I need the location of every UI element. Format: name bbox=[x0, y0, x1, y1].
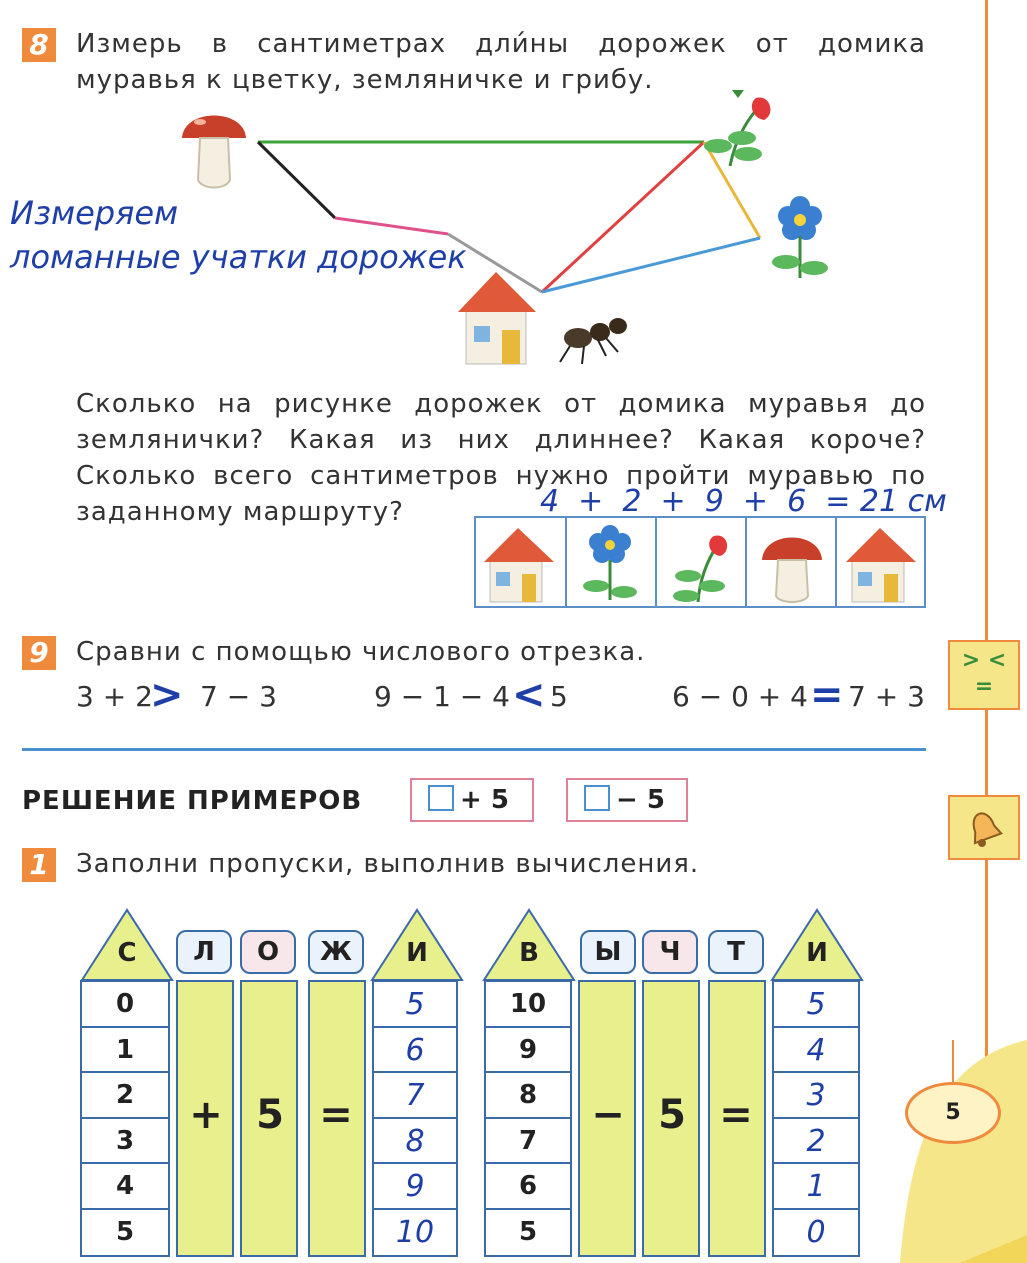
sub-answer-cell[interactable]: 0 bbox=[806, 1214, 826, 1250]
add-num: 5 bbox=[256, 1092, 284, 1138]
add-letter-3: О bbox=[240, 930, 296, 974]
sub-answer-cell[interactable]: 3 bbox=[774, 1073, 858, 1119]
paths-diagram bbox=[170, 86, 850, 376]
sub-letter-2: Ы bbox=[580, 930, 636, 974]
house-icon bbox=[458, 272, 536, 364]
route-strip-icons bbox=[474, 516, 926, 608]
compare-1-left: 3 + 2 bbox=[76, 680, 153, 713]
add-letter-1: С bbox=[117, 938, 137, 968]
strawberry-icon bbox=[673, 535, 727, 602]
task-8-question-1: Сколько на рисунке дорожек от домика муравья до bbox=[76, 389, 926, 419]
compare-1-sign[interactable]: > bbox=[150, 672, 184, 718]
add-op: + bbox=[189, 1092, 223, 1138]
blank-square-icon bbox=[428, 785, 454, 811]
sub-answer-cell[interactable]: 4 bbox=[774, 1028, 858, 1074]
page-number-string bbox=[952, 1040, 954, 1082]
add-answer-cell[interactable]: 9 bbox=[374, 1164, 456, 1210]
sub-letter-5: И bbox=[806, 938, 828, 968]
house-icon bbox=[846, 528, 916, 602]
ant-icon bbox=[560, 318, 627, 364]
route-sum-answer: 4 + 2 + 9 + 6 = 21 см bbox=[540, 484, 947, 519]
add-answer-cell[interactable]: 8 bbox=[374, 1119, 456, 1165]
compare-signs-icon: > < = bbox=[948, 640, 1020, 710]
add-left-cell: 0 bbox=[82, 982, 168, 1028]
mushroom-icon bbox=[762, 538, 822, 603]
flower-icon bbox=[772, 196, 828, 278]
add-answer-cell[interactable]: 10 bbox=[395, 1214, 435, 1250]
flower-icon bbox=[583, 525, 637, 600]
add-right-column bbox=[372, 980, 458, 1257]
sub-answer-cell[interactable]: 5 bbox=[774, 982, 858, 1028]
sub-left-cell: 5 bbox=[518, 1216, 538, 1247]
sub-letter-4: Т bbox=[708, 930, 764, 974]
sub-letter-1: В bbox=[519, 938, 539, 968]
sub-eq: = bbox=[719, 1092, 753, 1138]
task-8-question-4: заданному маршруту? bbox=[76, 497, 404, 527]
task-8-line2: муравья к цветку, земляничке и грибу. bbox=[76, 65, 654, 95]
tag-plus-5: + 5 bbox=[410, 778, 534, 822]
add-left-cell: 4 bbox=[82, 1164, 168, 1210]
sub-left-cell: 6 bbox=[486, 1164, 570, 1210]
compare-1-right: 7 − 3 bbox=[200, 680, 277, 713]
note-line1: Измеряем bbox=[10, 194, 179, 232]
add-answer-cell[interactable]: 5 bbox=[374, 982, 456, 1028]
add-left-cell: 2 bbox=[82, 1073, 168, 1119]
compare-2-right: 5 bbox=[550, 680, 568, 713]
page-number: 5 bbox=[905, 1082, 1001, 1144]
task-8-question-3: Сколько всего сантиметров нужно пройти муравью по bbox=[76, 461, 926, 491]
compare-2-sign[interactable]: < bbox=[512, 672, 546, 718]
strawberry-plant-icon bbox=[704, 90, 770, 166]
note-line2: ломанные учатки дорожек bbox=[10, 238, 467, 276]
sub-left-cell: 8 bbox=[486, 1073, 570, 1119]
section-title: РЕШЕНИЕ ПРИМЕРОВ bbox=[22, 786, 363, 816]
add-answer-cell[interactable]: 7 bbox=[374, 1073, 456, 1119]
add-answer-cell[interactable]: 6 bbox=[374, 1028, 456, 1074]
sub-left-column bbox=[484, 980, 572, 1257]
add-eq: = bbox=[319, 1092, 353, 1138]
compare-3-left: 6 − 0 + 4 bbox=[672, 680, 808, 713]
add-left-cell: 5 bbox=[115, 1216, 135, 1247]
sub-left-cell: 7 bbox=[486, 1119, 570, 1165]
task-9-instruction: Сравни с помощью числового отрезка. bbox=[76, 637, 646, 667]
section-divider bbox=[22, 748, 926, 751]
sub-op: − bbox=[591, 1092, 625, 1138]
sub-answer-cell[interactable]: 1 bbox=[774, 1164, 858, 1210]
task-1-badge: 1 bbox=[22, 848, 56, 882]
task-8-line1: Измерь в сантиметрах дли́ны дорожек от домика bbox=[76, 29, 926, 59]
sub-num: 5 bbox=[658, 1092, 686, 1138]
sub-left-cell: 10 bbox=[486, 982, 570, 1028]
add-letter-2: Л bbox=[176, 930, 232, 974]
add-left-column bbox=[80, 980, 170, 1257]
add-letter-4: Ж bbox=[308, 930, 364, 974]
add-letter-5: И bbox=[406, 938, 428, 968]
add-left-cell: 1 bbox=[82, 1028, 168, 1074]
add-left-cell: 3 bbox=[82, 1119, 168, 1165]
sub-letter-3: Ч bbox=[642, 930, 698, 974]
compare-3-sign[interactable]: = bbox=[810, 672, 844, 718]
bell-icon bbox=[948, 795, 1020, 860]
sub-left-cell: 9 bbox=[486, 1028, 570, 1074]
mushroom-icon bbox=[182, 116, 246, 188]
house-icon bbox=[484, 528, 554, 602]
sub-right-column bbox=[772, 980, 860, 1257]
task-9-badge: 9 bbox=[22, 636, 56, 670]
sub-answer-cell[interactable]: 2 bbox=[774, 1119, 858, 1165]
compare-3-right: 7 + 3 bbox=[848, 680, 925, 713]
blank-square-icon bbox=[584, 785, 610, 811]
tag-minus-5: − 5 bbox=[566, 778, 688, 822]
task-8-badge: 8 bbox=[22, 28, 56, 62]
task-1-instruction: Заполни пропуски, выполнив вычисления. bbox=[76, 849, 700, 879]
compare-2-left: 9 − 1 − 4 bbox=[374, 680, 510, 713]
task-8-question-2: землянички? Какая из них длиннее? Какая короче? bbox=[76, 425, 926, 455]
